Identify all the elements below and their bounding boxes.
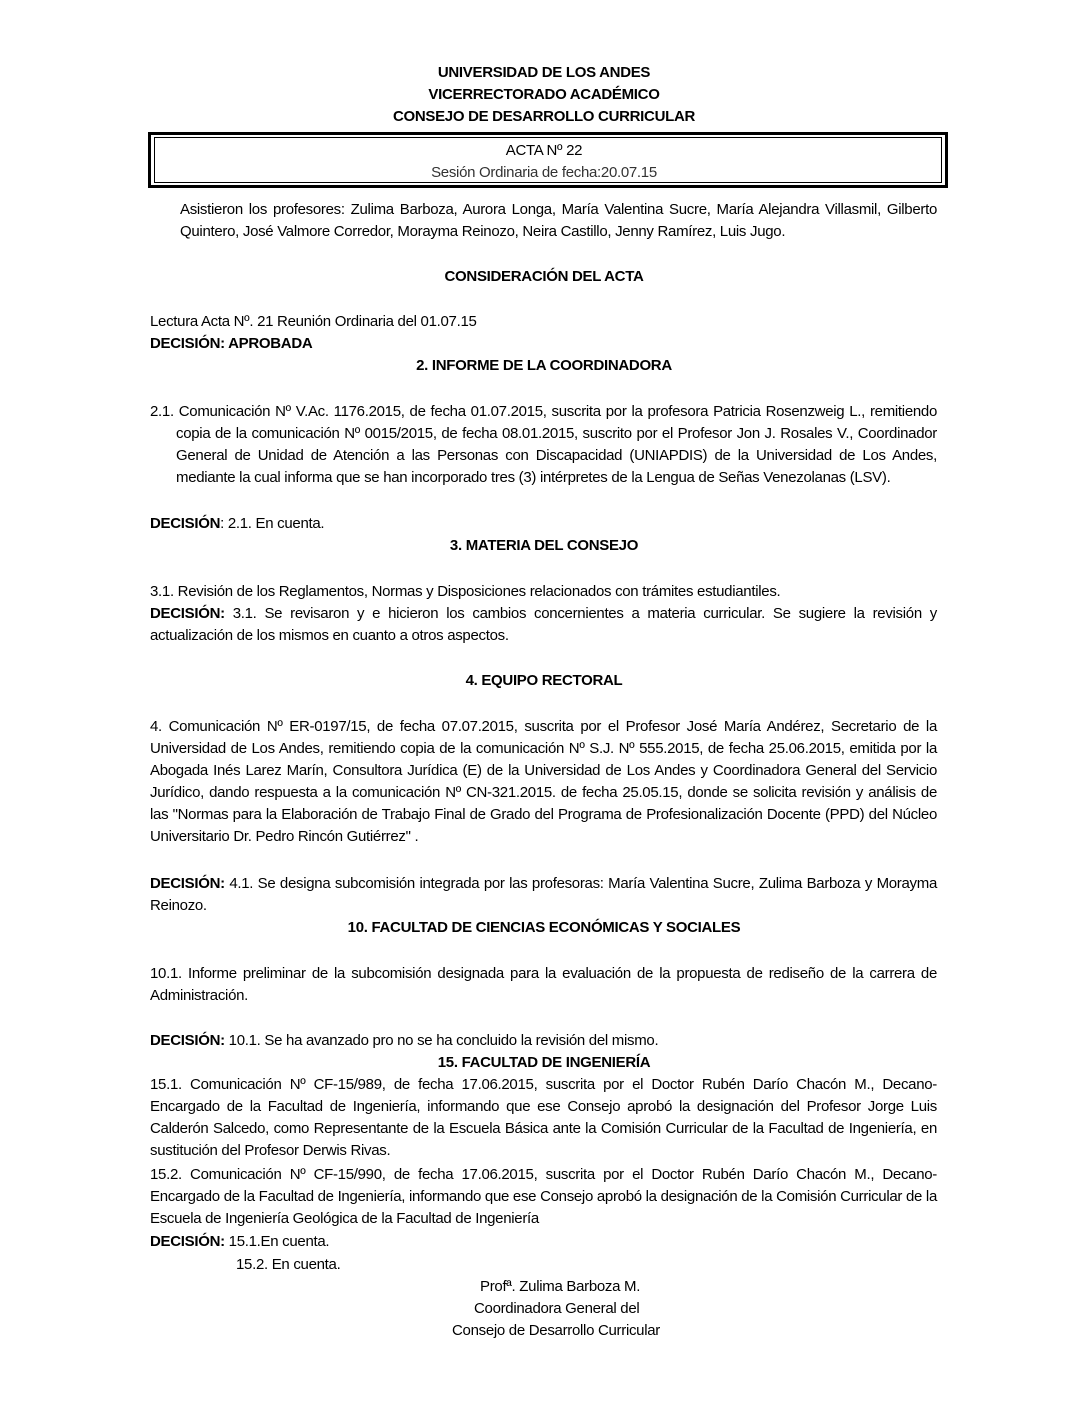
decision-label: DECISIÓN: <box>150 875 225 892</box>
decision-text: 3.1. Se revisaron y e hicieron los cambios concernientes a materia curricular. Se sugiere la revisión y actualización de los mismos en cuanto a otros aspectos. <box>150 605 937 644</box>
signature-name: Profª. Zulima Barboza M. <box>480 1278 641 1295</box>
decision-label: DECISIÓN: <box>150 335 225 352</box>
materia-decision <box>150 603 937 647</box>
consideracion-text: Lectura Acta Nº. 21 Reunión Ordinaria del 01.07.15 <box>150 313 477 330</box>
informe-item-text: 2.1. Comunicación Nº V.Ac. 1176.2015, de fecha 01.07.2015, suscrita por la profesora Patricia Rosenzweig L., remitiendo copia de la comunicación Nº 0015/2015, de fecha 08.01.2015, suscrito por el Profesor Jon J. Rosales V., Coordinador General de Unidad de Atención a las Personas con Discapacidad (UNIAPDIS) de la Universidad de Los Andes, mediante la cual informa que se han incorporado tres (3) intérpretes de la Lengua de Señas Venezolanas (LSV). <box>150 403 937 486</box>
signature-org: Consejo de Desarrollo Curricular <box>452 1322 660 1339</box>
decision-text: 4.1. Se designa subcomisión integrada por las profesoras: María Valentina Sucre, Zulima Barboza y Morayma Reinozo. <box>150 875 937 914</box>
decision-text: 15.1.En cuenta. <box>224 1233 330 1250</box>
decision-text: 10.1. Se ha avanzado pro no se ha concluido la revisión del mismo. <box>224 1032 659 1049</box>
decision-text: : 2.1. En cuenta. <box>220 515 325 532</box>
heading-facultad-ces: 10. FACULTAD DE CIENCIAS ECONÓMICAS Y SOCIALES <box>347 919 741 936</box>
consideracion-decision <box>150 333 312 355</box>
vicerrectorado-name: VICERRECTORADO ACADÉMICO <box>428 86 660 103</box>
informe-decision <box>150 513 324 535</box>
facultad-ing-item-2: 15.2. Comunicación Nº CF-15/990, de fecha 17.06.2015, suscrita por el Doctor Rubén Darío Chacón M., Decano- Encargado de la Facultad de Ingeniería, informando que ese Consejo aprobó la designación de la Comisión Curricular de la Escuela de Ingeniería Geológica de la Facultad de Ingeniería <box>150 1166 938 1227</box>
decision-text: APROBADA <box>224 335 313 352</box>
heading-facultad-ingenieria: 15. FACULTAD DE INGENIERÍA <box>437 1054 651 1071</box>
decision-label: DECISIÓN: <box>150 1032 225 1049</box>
decision-label: DECISIÓN <box>150 515 221 532</box>
facultad-ing-decision-1 <box>150 1231 329 1253</box>
attendance-paragraph: Asistieron los profesores: Zulima Barboza, Aurora Longa, María Valentina Sucre, María Alejandra Villasmil, Gilberto Quintero, José Valmore Corredor, Morayma Reinozo, Neira Castillo, Jenny Ramírez, Luis Jugo. <box>180 201 937 240</box>
informe-item <box>150 401 937 489</box>
materia-item: 3.1. Revisión de los Reglamentos, Normas y Disposiciones relacionados con trámites estudiantiles. <box>150 583 781 600</box>
consejo-name: CONSEJO DE DESARROLLO CURRICULAR <box>392 108 696 125</box>
equipo-decision <box>150 873 937 917</box>
facultad-ing-decision-2: 15.2. En cuenta. <box>236 1256 341 1273</box>
heading-materia: 3. MATERIA DEL CONSEJO <box>449 537 639 554</box>
signature-role: Coordinadora General del <box>474 1300 640 1317</box>
heading-informe: 2. INFORME DE LA COORDINADORA <box>416 357 672 374</box>
facultad-ces-decision <box>150 1030 658 1052</box>
heading-consideracion: CONSIDERACIÓN DEL ACTA <box>444 268 644 285</box>
heading-equipo-rectoral: 4. EQUIPO RECTORAL <box>465 672 623 689</box>
decision-label: DECISIÓN: <box>150 1233 225 1250</box>
acta-session-date: Sesión Ordinaria de fecha:20.07.15 <box>431 164 657 181</box>
decision-label: DECISIÓN: <box>150 605 225 622</box>
university-name: UNIVERSIDAD DE LOS ANDES <box>437 64 651 81</box>
equipo-item: 4. Comunicación Nº ER-0197/15, de fecha 07.07.2015, suscrita por el Profesor José María Andérez, Secretario de la Universidad de Los Andes, remitiendo copia de la comunicación Nº S.J. Nº 555.2015, de fecha 25.06.2015, emitida por la Abogada Inés Larez Marín, Consultora Jurídica (E) de la Universidad de Los Andes y Coordinadora General del Servicio Jurídico, dando respuesta a la comunicación Nº CN-321.2015. de fecha 25.05.15, donde se solicita revisión y análisis de las "Normas para la Elaboración de Trabajo Final de Grado del Programa de Profesionalización Docente (PPD) del Núcleo Universitario Dr. Pedro Rincón Gutiérrez" . <box>150 718 937 845</box>
acta-title: ACTA Nº 22 <box>505 142 583 159</box>
facultad-ing-item-1: 15.1. Comunicación Nº CF-15/989, de fecha 17.06.2015, suscrita por el Doctor Rubén Darío Chacón M., Decano- Encargado de la Facultad de Ingeniería, informando que ese Consejo aprobó la designación del Profesor Jorge Luis Calderón Salcedo, como Representante de la Escuela Básica ante la Comisión Curricular de la Facultad de Ingeniería, en sustitución del Profesor Derwis Rivas. <box>150 1076 937 1159</box>
facultad-ces-item: 10.1. Informe preliminar de la subcomisión designada para la evaluación de la propuesta de rediseño de la carrera de Administración. <box>150 965 937 1004</box>
